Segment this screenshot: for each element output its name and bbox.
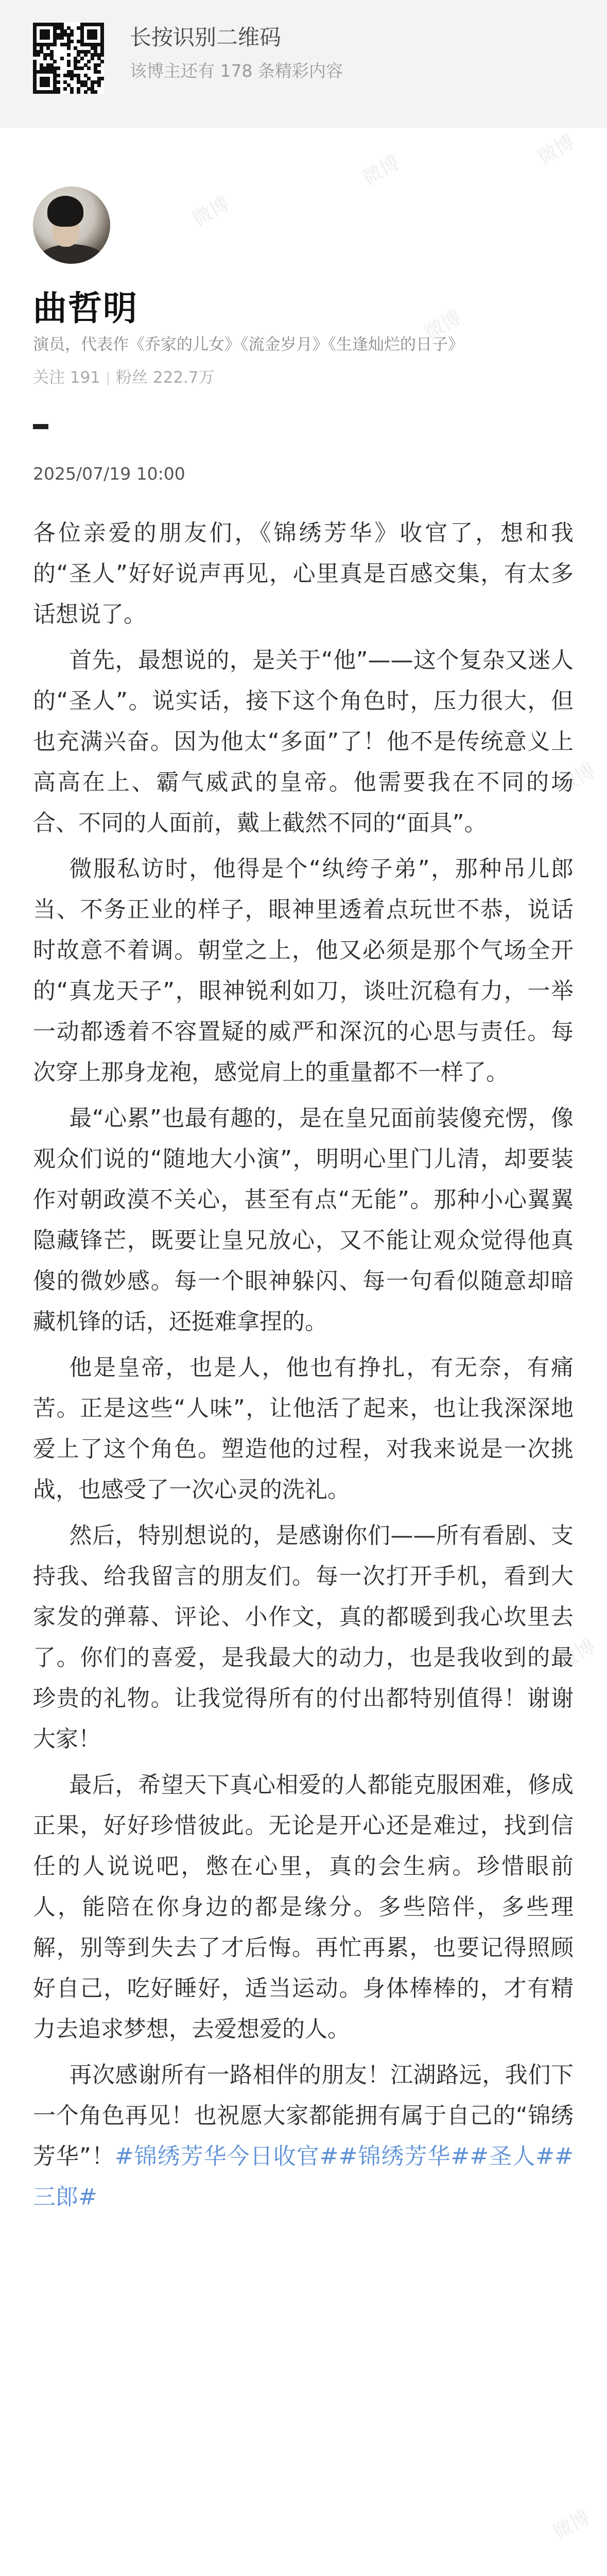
watermark: 微博: [553, 758, 599, 798]
avatar[interactable]: [33, 187, 110, 264]
banner-subtitle: 该博主还有 178 条精彩内容: [130, 61, 343, 81]
profile-name[interactable]: 曲哲明: [33, 289, 138, 328]
post-paragraph: 微服私访时，他得是个“纨绔子弟”，那种吊儿郎当、不务正业的样子，眼神里透着点玩世不恭，说话时故意不着调。朝堂之上，他又必须是那个气场全开的“真龙天子”，眼神锐利如刀，谈吐沉稳有力，一举一动都透着不容置疑的威严和深沉的心思与责任。每次穿上那身龙袍，感觉肩上的重量都不一样了。: [33, 856, 574, 1086]
post-content: [33, 513, 574, 2223]
post-final-text: 再次感谢所有一路相伴的朋友！江湖路远，我们下一个角色再见！也祝愿大家都能拥有属于自己的“锦绣芳华”！: [33, 2062, 574, 2170]
divider: [33, 424, 48, 429]
post-paragraph: 最后，希望天下真心相爱的人都能克服困难，修成正果，好好珍惜彼此。无论是开心还是难过，找到信任的人说说吧，憋在心里，真的会生病。珍惜眼前人，能陪在你身边的都是缘分。多些陪伴，多些理解，别等到失去了才后悔。再忙再累，也要记得照顾好自己，吃好睡好，适当运动。身体棒棒的，才有精力去追求梦想，去爱想爱的人。: [33, 1772, 574, 2042]
topic-link[interactable]: #锦绣芳华##圣人##三郎#: [33, 2143, 574, 2210]
watermark: 微博: [553, 1634, 599, 1674]
post-paragraph-final: [33, 2055, 574, 2217]
followers-count: 粉丝 222.7万: [116, 368, 215, 387]
watermark: 微博: [548, 2505, 594, 2545]
qr-code-icon[interactable]: [33, 23, 104, 94]
post-date: 2025/07/19 10:00: [33, 464, 185, 484]
watermark: 微博: [358, 150, 404, 190]
profile-description: 演员，代表作《乔家的儿女》《流金岁月》《生逢灿烂的日子》: [33, 335, 464, 354]
post-paragraph: 各位亲爱的朋友们，《锦绣芳华》收官了，想和我的“圣人”好好说声再见，心里真是百感交集，有太多话想说了。: [33, 520, 574, 628]
banner-title: 长按识别二维码: [130, 25, 282, 50]
post-paragraph: 最“心累”也最有趣的，是在皇兄面前装傻充愣，像观众们说的“随地大小演”，明明心里门儿清，却要装作对朝政漠不关心，甚至有点“无能”。那种小心翼翼隐藏锋芒，既要让皇兄放心，又不能让观众觉得他真傻的微妙感。每一个眼神躲闪、每一句看似随意却暗藏机锋的话，还挺难拿捏的。: [33, 1105, 574, 1335]
profile-stats: [33, 364, 215, 387]
topic-link[interactable]: #锦绣芳华今日收官#: [114, 2143, 339, 2170]
following-count: 关注 191: [33, 368, 101, 387]
watermark: 微博: [533, 130, 579, 170]
post-paragraph: 首先，最想说的，是关于“他”——这个复杂又迷人的“圣人”。说实话，接下这个角色时，压力很大，但也充满兴奋。因为他太“多面”了！他不是传统意义上高高在上、霸气威武的皇帝。他需要我在不同的场合、不同的人面前，戴上截然不同的“面具”。: [33, 647, 574, 836]
post-paragraph: 然后，特别想说的，是感谢你们——所有看剧、支持我、给我留言的朋友们。每一次打开手机，看到大家发的弹幕、评论、小作文，真的都暖到我心坎里去了。你们的喜爱，是我最大的动力，也是我收到的最珍贵的礼物。让我觉得所有的付出都特别值得！谢谢大家！: [33, 1522, 574, 1752]
post-paragraph: 他是皇帝，也是人，他也有挣扎，有无奈，有痛苦。正是这些“人味”，让他活了起来，也让我深深地爱上了这个角色。塑造他的过程，对我来说是一次挑战，也感受了一次心灵的洗礼。: [33, 1354, 574, 1503]
watermark: 微博: [420, 305, 465, 345]
watermark: 微博: [188, 192, 234, 231]
